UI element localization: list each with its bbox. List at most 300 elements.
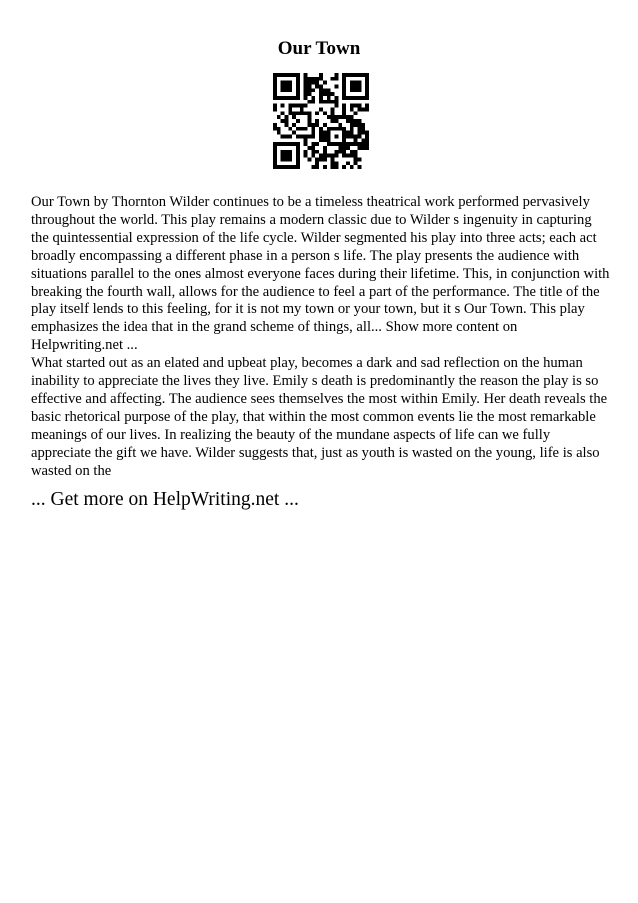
qr-module — [350, 104, 354, 108]
qr-module — [273, 142, 277, 146]
qr-module — [342, 146, 346, 150]
qr-module — [285, 165, 289, 169]
qr-module — [288, 142, 292, 146]
qr-module — [288, 134, 292, 138]
qr-module — [323, 165, 327, 169]
qr-module — [357, 119, 361, 123]
qr-module — [334, 134, 338, 138]
qr-module — [304, 92, 308, 96]
qr-module — [323, 138, 327, 142]
qr-module — [342, 104, 346, 108]
page-title: Our Town — [277, 38, 361, 59]
qr-module — [357, 96, 361, 100]
qr-module — [296, 127, 300, 131]
qr-module — [361, 146, 365, 150]
qr-module — [296, 150, 300, 154]
qr-module — [323, 81, 327, 85]
qr-module — [281, 142, 285, 146]
qr-module — [361, 108, 365, 112]
qr-module — [288, 157, 292, 161]
qr-module — [327, 134, 331, 138]
qr-module — [350, 134, 354, 138]
qr-module — [273, 165, 277, 169]
qr-module — [273, 96, 277, 100]
qr-module — [273, 92, 277, 96]
qr-module — [273, 104, 277, 108]
qr-module — [296, 92, 300, 96]
qr-module — [346, 154, 350, 158]
qr-module — [323, 146, 327, 150]
qr-module — [365, 85, 369, 89]
qr-module — [331, 154, 335, 158]
qr-module — [327, 115, 331, 119]
qr-module — [281, 150, 285, 154]
qr-module — [311, 123, 315, 127]
qr-module — [350, 73, 354, 77]
qr-module — [288, 108, 292, 112]
qr-module — [285, 88, 289, 92]
qr-module — [342, 85, 346, 89]
qr-module — [285, 123, 289, 127]
qr-module — [354, 161, 358, 165]
qr-module — [342, 96, 346, 100]
qr-module — [292, 104, 296, 108]
qr-module — [285, 115, 289, 119]
qr-module — [285, 134, 289, 138]
qr-module — [308, 81, 312, 85]
qr-module — [357, 88, 361, 92]
qr-module — [319, 131, 323, 135]
qr-module — [350, 96, 354, 100]
qr-module — [338, 127, 342, 131]
qr-module — [273, 77, 277, 81]
qr-module — [315, 157, 319, 161]
qr-module — [365, 138, 369, 142]
qr-module — [319, 157, 323, 161]
qr-module — [327, 142, 331, 146]
qr-module — [357, 123, 361, 127]
qr-module — [288, 85, 292, 89]
qr-module — [296, 142, 300, 146]
qr-module — [323, 100, 327, 104]
qr-module — [273, 154, 277, 158]
qr-module — [277, 131, 281, 135]
qr-module — [319, 108, 323, 112]
qr-module — [361, 142, 365, 146]
qr-module — [334, 161, 338, 165]
qr-module — [319, 127, 323, 131]
qr-module — [304, 134, 308, 138]
qr-module — [277, 73, 281, 77]
qr-module — [365, 88, 369, 92]
qr-module — [300, 111, 304, 115]
qr-module — [350, 115, 354, 119]
qr-module — [327, 92, 331, 96]
qr-module — [273, 150, 277, 154]
qr-module — [338, 115, 342, 119]
qr-module — [354, 138, 358, 142]
qr-module — [323, 150, 327, 154]
qr-module — [342, 138, 346, 142]
qr-module — [300, 127, 304, 131]
qr-module — [331, 119, 335, 123]
qr-module — [346, 119, 350, 123]
qr-module — [273, 108, 277, 112]
qr-module — [327, 100, 331, 104]
qr-module — [311, 96, 315, 100]
qr-module — [354, 134, 358, 138]
qr-module — [315, 77, 319, 81]
qr-module — [304, 77, 308, 81]
qr-module — [277, 142, 281, 146]
qr-module — [365, 108, 369, 112]
qr-module — [304, 138, 308, 142]
qr-module — [304, 111, 308, 115]
qr-module — [273, 123, 277, 127]
qr-module — [342, 77, 346, 81]
qr-module — [365, 134, 369, 138]
qr-module — [334, 142, 338, 146]
qr-module — [277, 115, 281, 119]
qr-module — [361, 96, 365, 100]
qr-module — [354, 104, 358, 108]
qr-module — [285, 73, 289, 77]
qr-module — [342, 108, 346, 112]
qr-module — [342, 92, 346, 96]
qr-module — [354, 119, 358, 123]
qr-module — [350, 123, 354, 127]
qr-module — [350, 108, 354, 112]
qr-module — [292, 96, 296, 100]
qr-module — [338, 150, 342, 154]
qr-module — [319, 100, 323, 104]
qr-module — [308, 115, 312, 119]
qr-module — [354, 154, 358, 158]
qr-module — [346, 115, 350, 119]
qr-module — [296, 88, 300, 92]
qr-module — [331, 100, 335, 104]
qr-module — [357, 146, 361, 150]
qr-module — [331, 108, 335, 112]
qr-module — [365, 77, 369, 81]
qr-module — [281, 88, 285, 92]
qr-module — [308, 146, 312, 150]
qr-module — [296, 157, 300, 161]
qr-module — [357, 142, 361, 146]
qr-module — [281, 119, 285, 123]
qr-module — [296, 154, 300, 158]
qr-module — [323, 154, 327, 158]
qr-module — [296, 134, 300, 138]
qr-module — [357, 157, 361, 161]
qr-module — [281, 134, 285, 138]
qr-module — [304, 104, 308, 108]
qr-module — [319, 134, 323, 138]
qr-module — [327, 131, 331, 135]
qr-module — [273, 127, 277, 131]
qr-module — [311, 127, 315, 131]
qr-module — [315, 123, 319, 127]
qr-module — [311, 100, 315, 104]
qr-module — [273, 85, 277, 89]
qr-module — [354, 88, 358, 92]
qr-module — [342, 81, 346, 85]
qr-module — [308, 92, 312, 96]
qr-module — [304, 96, 308, 100]
qr-module — [354, 150, 358, 154]
qr-module — [350, 81, 354, 85]
qr-module — [319, 85, 323, 89]
qr-module — [281, 85, 285, 89]
qr-module — [334, 85, 338, 89]
qr-module — [323, 92, 327, 96]
paragraph: What started out as an elated and upbeat play, becomes a dark and sad reflection on the human inability to appreciate the lives they live. Emily s death is predominantly the reason the play is so effective and affecting. The audience sees themselves the most within Emily. Her death reveals the basic rhetorical purpose of the play, that within the most common events lie the most remarkable meanings of our lives. In realizing the beauty of the mundane aspects of life can we fully appreciate the gift we have. Wilder suggests that, just as youth is wasted on the young, life is also wasted on the — [31, 355, 608, 479]
paragraph: Our Town by Thornton Wilder continues to be a timeless theatrical work performed pervasively throughout the world. This play remains a modern classic due to Wilder s ingenuity in capturing the quintessential expression of the life cycle. Wilder segmented his play into three acts; each act broadly encompassing a different phase in a person s life. The play presents the audience with situations parallel to the ones almost everyone faces during their lifetime. This, in conjunction with breaking the fourth wall, allows for the audience to feel a part of the performance. The title of the play itself lends to this feeling, for it is not my town or your town, but it s Our Town. This play emphasizes the idea that in the grand scheme of things, all... Show more content on Helpwriting.net ... — [31, 194, 610, 354]
qr-module — [296, 104, 300, 108]
qr-module — [273, 73, 277, 77]
qr-module — [304, 73, 308, 77]
qr-module — [277, 96, 281, 100]
qr-module — [288, 73, 292, 77]
qr-module — [285, 85, 289, 89]
qr-module — [311, 150, 315, 154]
qr-module — [334, 119, 338, 123]
qr-module — [357, 108, 361, 112]
qr-module — [273, 88, 277, 92]
qr-module — [315, 85, 319, 89]
qr-module — [292, 165, 296, 169]
qr-module — [311, 131, 315, 135]
qr-module — [319, 138, 323, 142]
qr-module — [319, 88, 323, 92]
qr-module — [342, 150, 346, 154]
qr-module — [350, 165, 354, 169]
qr-module — [331, 111, 335, 115]
qr-module — [331, 157, 335, 161]
qr-module — [323, 88, 327, 92]
qr-module — [361, 123, 365, 127]
qr-module — [350, 150, 354, 154]
qr-module — [311, 134, 315, 138]
qr-module — [308, 123, 312, 127]
qr-module — [319, 73, 323, 77]
qr-module — [354, 157, 358, 161]
qr-module — [281, 111, 285, 115]
qr-module — [327, 138, 331, 142]
qr-module — [296, 111, 300, 115]
qr-module — [300, 108, 304, 112]
qr-module — [338, 146, 342, 150]
qr-module — [296, 81, 300, 85]
qr-module — [273, 157, 277, 161]
qr-module — [315, 142, 319, 146]
qr-module — [277, 165, 281, 169]
qr-module — [304, 127, 308, 131]
qr-module — [308, 111, 312, 115]
qr-module — [365, 92, 369, 96]
qr-module — [273, 81, 277, 85]
qr-module — [292, 73, 296, 77]
qr-module — [273, 146, 277, 150]
qr-module — [334, 127, 338, 131]
qr-module — [342, 111, 346, 115]
qr-module — [331, 115, 335, 119]
qr-module — [288, 165, 292, 169]
article-body — [31, 194, 611, 481]
qr-module — [350, 85, 354, 89]
qr-module — [285, 96, 289, 100]
qr-module — [285, 157, 289, 161]
qr-module — [365, 142, 369, 146]
qr-module — [296, 73, 300, 77]
qr-module — [342, 131, 346, 135]
qr-module — [311, 88, 315, 92]
qr-module — [331, 142, 335, 146]
qr-module — [304, 150, 308, 154]
qr-module — [331, 92, 335, 96]
qr-module — [327, 154, 331, 158]
qr-module — [334, 100, 338, 104]
qr-module — [361, 73, 365, 77]
qr-module — [311, 142, 315, 146]
qr-module — [361, 127, 365, 131]
qr-module — [308, 77, 312, 81]
qr-module — [315, 161, 319, 165]
qr-module — [273, 161, 277, 165]
qr-module — [334, 77, 338, 81]
qr-module — [292, 131, 296, 135]
qr-module — [334, 73, 338, 77]
qr-module — [350, 127, 354, 131]
qr-module — [338, 142, 342, 146]
qr-module — [315, 81, 319, 85]
qr-module — [281, 165, 285, 169]
qr-module — [354, 96, 358, 100]
qr-module — [365, 81, 369, 85]
qr-module — [292, 142, 296, 146]
qr-module — [346, 142, 350, 146]
qr-module — [342, 134, 346, 138]
qr-module — [311, 146, 315, 150]
qr-module — [334, 115, 338, 119]
qr-module — [308, 88, 312, 92]
qr-module — [296, 161, 300, 165]
qr-module — [354, 73, 358, 77]
qr-module — [323, 157, 327, 161]
qr-module — [308, 119, 312, 123]
qr-module — [331, 127, 335, 131]
qr-module — [296, 77, 300, 81]
qr-module — [354, 85, 358, 89]
qr-module — [346, 134, 350, 138]
qr-module — [296, 85, 300, 89]
qr-module — [304, 88, 308, 92]
qr-module — [342, 88, 346, 92]
qr-module — [296, 119, 300, 123]
qr-module — [346, 96, 350, 100]
qr-module — [357, 81, 361, 85]
qr-module — [342, 142, 346, 146]
qr-module — [334, 150, 338, 154]
qr-module — [331, 161, 335, 165]
qr-module — [281, 154, 285, 158]
qr-module — [296, 96, 300, 100]
qr-module — [323, 111, 327, 115]
qr-module — [288, 96, 292, 100]
qr-module — [350, 119, 354, 123]
qr-module — [296, 165, 300, 169]
qr-module — [365, 96, 369, 100]
qr-module — [308, 134, 312, 138]
qr-module — [319, 77, 323, 81]
qr-module — [288, 81, 292, 85]
qr-module — [296, 146, 300, 150]
qr-module — [323, 131, 327, 135]
qr-module — [327, 127, 331, 131]
qr-module — [365, 131, 369, 135]
qr-module — [334, 104, 338, 108]
qr-module — [357, 165, 361, 169]
qr-module — [354, 142, 358, 146]
qr-module — [292, 111, 296, 115]
qr-module — [304, 85, 308, 89]
qr-module — [342, 154, 346, 158]
qr-module — [346, 146, 350, 150]
qr-module — [334, 165, 338, 169]
qr-module — [315, 119, 319, 123]
qr-module — [350, 142, 354, 146]
qr-module — [354, 81, 358, 85]
qr-module — [350, 131, 354, 135]
qr-module — [300, 104, 304, 108]
qr-module — [304, 154, 308, 158]
qr-module — [327, 96, 331, 100]
qr-module — [357, 134, 361, 138]
qr-module — [311, 165, 315, 169]
qr-module — [323, 134, 327, 138]
qr-module — [361, 138, 365, 142]
qr-module — [288, 111, 292, 115]
qr-module — [342, 165, 346, 169]
qr-module — [285, 154, 289, 158]
qr-module — [357, 131, 361, 135]
qr-module — [357, 73, 361, 77]
qr-module — [311, 77, 315, 81]
qr-code-icon[interactable] — [273, 73, 369, 169]
qr-module — [292, 123, 296, 127]
qr-module — [350, 88, 354, 92]
qr-module — [281, 157, 285, 161]
get-more-link[interactable]: ... Get more on HelpWriting.net ... — [31, 489, 299, 510]
qr-module — [304, 81, 308, 85]
qr-module — [346, 161, 350, 165]
qr-module — [319, 154, 323, 158]
qr-module — [292, 115, 296, 119]
qr-module — [311, 154, 315, 158]
qr-module — [315, 165, 319, 169]
qr-module — [338, 123, 342, 127]
qr-module — [281, 96, 285, 100]
qr-module — [361, 131, 365, 135]
qr-module — [285, 119, 289, 123]
qr-module — [281, 73, 285, 77]
qr-module — [327, 88, 331, 92]
qr-module — [308, 157, 312, 161]
qr-module — [308, 85, 312, 89]
qr-module — [354, 123, 358, 127]
qr-module — [331, 165, 335, 169]
qr-module — [365, 73, 369, 77]
